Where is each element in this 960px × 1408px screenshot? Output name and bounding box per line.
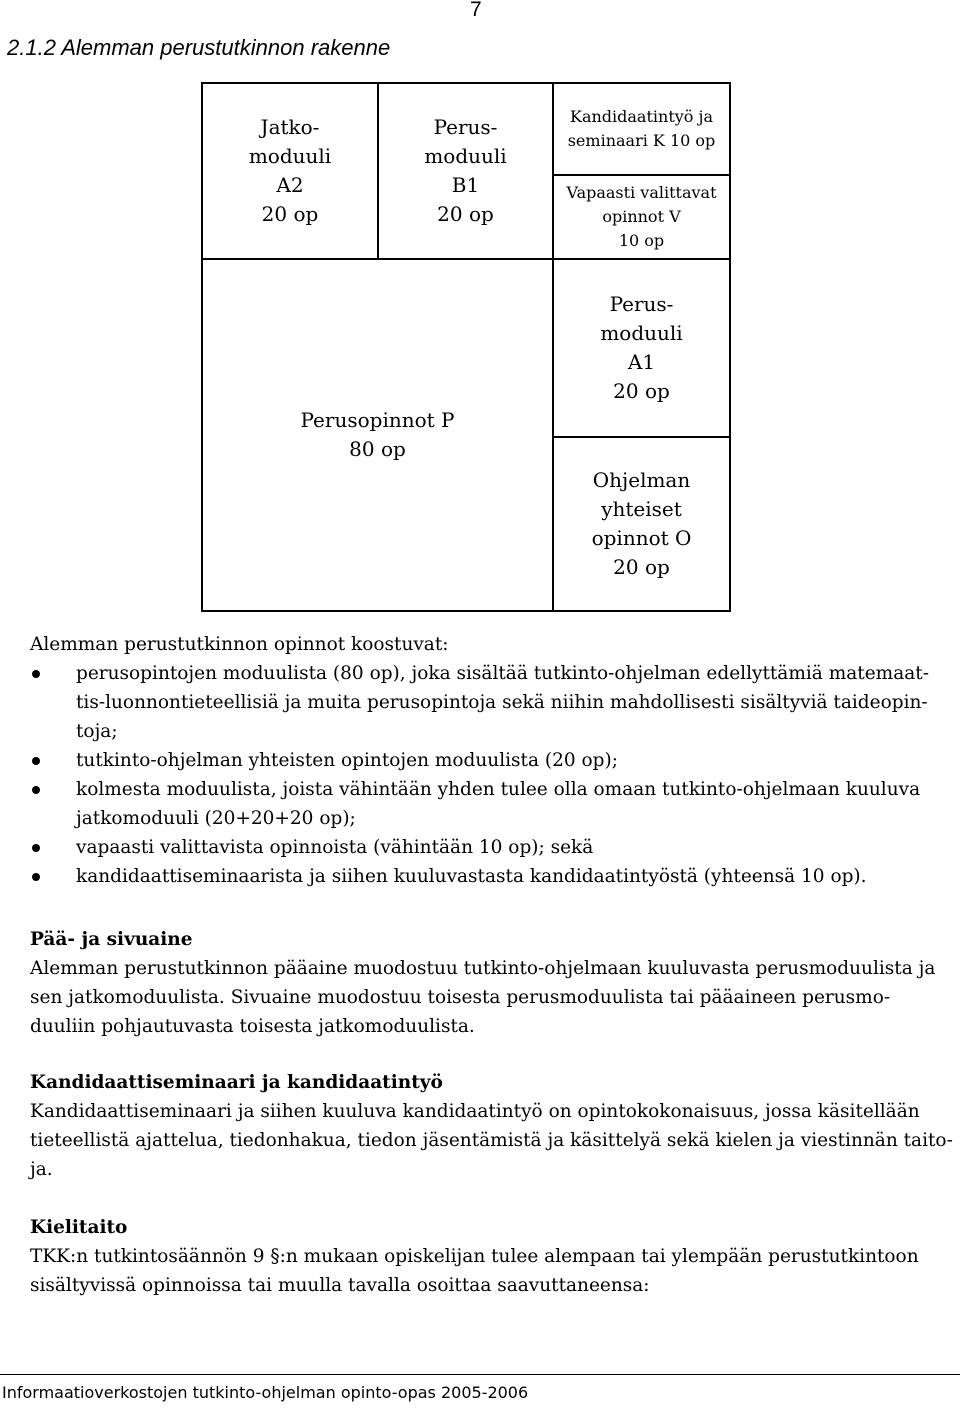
section-body-kandidaattiseminaari: Kandidaattiseminaari ja siihen kuuluva kandidaatintyö on opintokokonaisuus, jossa käsitellään tieteellistä ajattelua, tiedonhakua, tiedon jäsentämistä ja käsittelyä sekä kielen ja viestinnän taito-ja.: [30, 1101, 953, 1180]
list-item: perusopintojen moduulista (80 op), joka sisältää tutkinto-ohjelman edellyttämiä matemaat-tis-luonnontieteellisiä ja muita perusopintoja sekä niihin mahdollisesti sisältyviä taideopin-toja;: [30, 659, 955, 746]
degree-structure-diagram: [0, 0, 960, 620]
list-item: kolmesta moduulista, joista vähintään yhden tulee olla omaan tutkinto-ohjelmaan kuuluva jatkomoduuli (20+20+20 op);: [30, 775, 955, 833]
a1-yhteiset-box: [552, 258, 731, 612]
section-heading-paa-sivuaine: Pää- ja sivuaine: [30, 929, 193, 950]
section-kandidaattiseminaari: [30, 1068, 955, 1184]
footer: [0, 1374, 960, 1402]
section-body-paa-sivuaine: Alemman perustutkinnon pääaine muodostuu tutkinto-ohjelmaan kuuluvasta perusmoduulista ja sen jatkomoduulista. Sivuaine muodostuu toisesta perusmoduulista tai pääaineen perusmo-duuliin pohjautuvasta toisesta jatkomoduulista.: [30, 958, 936, 1037]
intro-block: [30, 630, 955, 891]
section-heading-kielitaito: Kielitaito: [30, 1217, 128, 1238]
perusmoduuli-b1-box: Perus- moduuli B1 20 op: [377, 82, 554, 260]
kandidaatintyo-cell: Kandidaatintyö ja seminaari K 10 op: [554, 84, 729, 176]
section-heading: 2.1.2 Alemman perustutkinnon rakenne: [7, 35, 391, 60]
list-item: kandidaattiseminaarista ja siihen kuuluvastasta kandidaatintyöstä (yhteensä 10 op).: [30, 862, 955, 891]
section-body-kielitaito: TKK:n tutkintosäännön 9 §:n mukaan opiskelijan tulee alempaan tai ylempään perustutkintoon sisältyvissä opinnoissa tai muulla tavalla osoittaa saavuttaneensa:: [30, 1246, 919, 1296]
structure-list: [30, 659, 955, 891]
perusmoduuli-a1-cell: Perus- moduuli A1 20 op: [554, 260, 729, 438]
yhteiset-opinnot-cell: Ohjelman yhteiset opinnot O 20 op: [591, 468, 692, 579]
list-item: tutkinto-ohjelman yhteisten opintojen moduulista (20 op);: [30, 746, 955, 775]
section-kielitaito: [30, 1213, 955, 1300]
jatkomoduuli-a2-box: Jatko- moduuli A2 20 op: [201, 82, 379, 260]
kandidaatintyo-vapaat-box: [552, 82, 731, 260]
perusopinnot-p-box: Perusopinnot P 80 op: [201, 258, 554, 612]
page-number: 7: [470, 0, 482, 21]
section-heading-kandidaattiseminaari: Kandidaattiseminaari ja kandidaatintyö: [30, 1072, 443, 1093]
section-paa-sivuaine: [30, 925, 955, 1041]
footer-text: Informaatioverkostojen tutkinto-ohjelman opinto-opas 2005-2006: [2, 1383, 529, 1402]
vapaasti-valittavat-cell: Vapaasti valittavat opinnot V 10 op: [566, 183, 717, 250]
intro-lead: Alemman perustutkinnon opinnot koostuvat:: [30, 634, 449, 655]
list-item: vapaasti valittavista opinnoista (vähintään 10 op); sekä: [30, 833, 955, 862]
